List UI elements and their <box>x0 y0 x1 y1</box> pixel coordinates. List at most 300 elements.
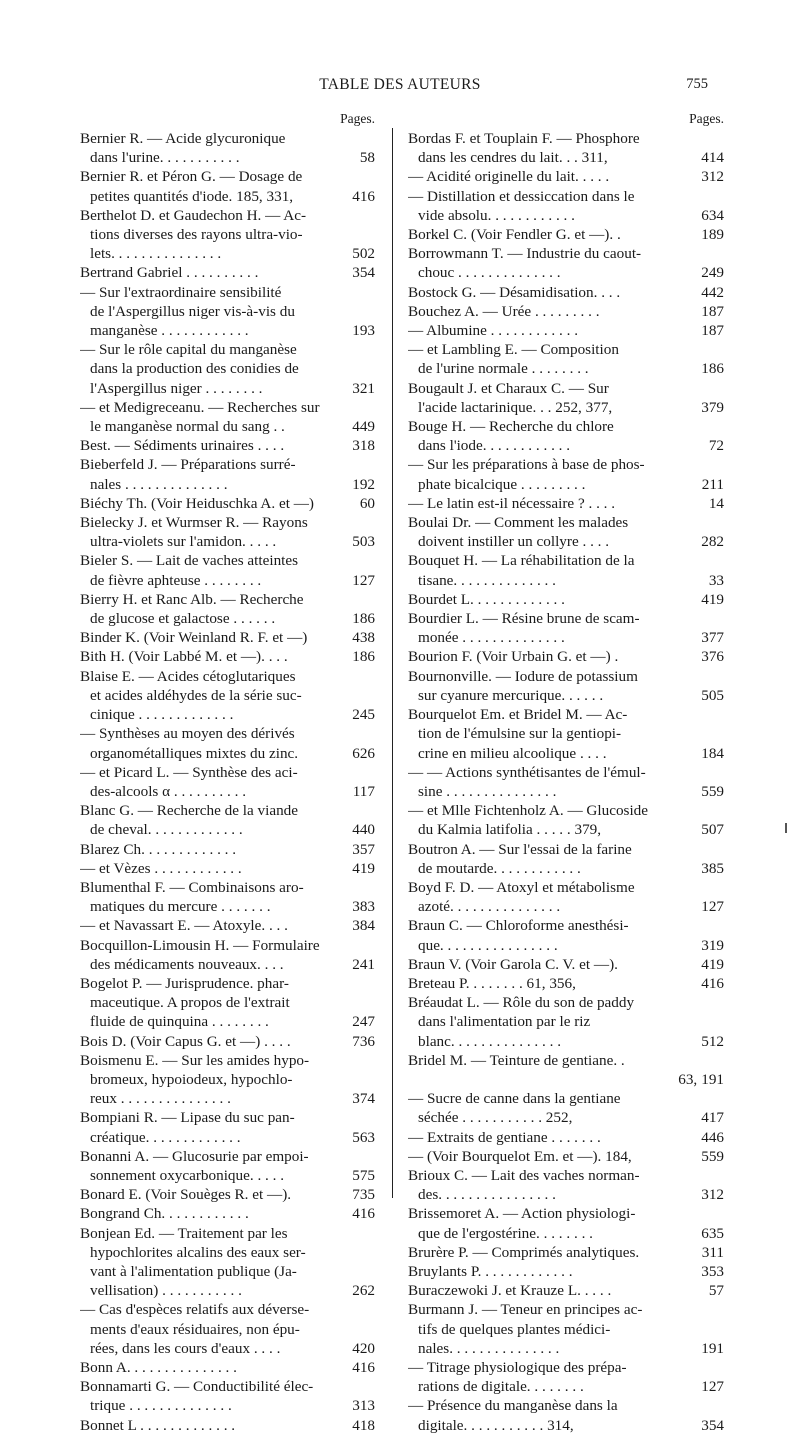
index-text: créatique. . . . . . . . . . . . . <box>90 1128 241 1146</box>
index-text: le manganèse normal du sang . . <box>90 418 285 436</box>
page-ref <box>371 1243 375 1262</box>
index-line <box>408 417 724 436</box>
index-line <box>408 187 724 206</box>
index-line <box>80 1070 375 1089</box>
page-ref <box>371 763 375 782</box>
index-line <box>408 129 724 148</box>
index-line <box>408 1032 724 1051</box>
index-text: — Sur les préparations à base de phos- <box>408 456 645 474</box>
page-ref <box>371 455 375 474</box>
page-ref <box>371 283 375 302</box>
page-ref <box>371 1300 375 1319</box>
index-text: séchée . . . . . . . . . . . 252, <box>418 1109 573 1127</box>
page-ref: 383 <box>352 898 375 916</box>
page-ref: 414 <box>701 149 724 167</box>
page-ref <box>720 455 724 474</box>
index-text: tion de l'émulsine sur la gentiopi- <box>418 725 622 743</box>
page-ref: 385 <box>701 859 724 877</box>
index-line <box>80 148 375 167</box>
index-text: Best. — Sédiments urinaires . . . . <box>80 437 285 455</box>
index-text: de moutarde. . . . . . . . . . . . <box>418 859 581 877</box>
page-number: 755 <box>686 76 708 92</box>
index-line <box>408 1166 724 1185</box>
index-text: tifs de quelques plantes médici- <box>418 1320 611 1338</box>
index-line <box>80 417 375 436</box>
page-ref <box>371 667 375 686</box>
index-text: de glucose et galactose . . . . . . <box>90 610 276 628</box>
index-line <box>408 494 724 513</box>
index-text: — Acidité originelle du lait. . . . . <box>408 168 610 186</box>
page-ref: 503 <box>352 533 375 551</box>
index-text: Blanc G. — Recherche de la viande <box>80 802 299 820</box>
index-text: dans la production des conidies de <box>90 360 299 378</box>
index-line <box>80 974 375 993</box>
index-text: 63, <box>678 1070 698 1088</box>
page-ref <box>720 840 724 859</box>
index-line <box>408 283 724 302</box>
index-text: dans les cendres du lait. . . 311, <box>418 149 608 167</box>
index-text: Bois D. (Voir Capus G. et —) . . . . <box>80 1032 291 1050</box>
index-line <box>80 936 375 955</box>
index-text: Borrowmann T. — Industrie du caout- <box>408 245 642 263</box>
index-line <box>408 897 724 916</box>
index-text: Bruylants P. . . . . . . . . . . . . <box>408 1262 573 1280</box>
index-text: — et Mlle Fichtenholz A. — Glucoside <box>408 802 649 820</box>
index-text: — et Navassart E. — Atoxyle. . . . <box>80 917 288 935</box>
index-text: Brissemoret A. — Action physiologi- <box>408 1205 636 1223</box>
index-line <box>80 359 375 378</box>
index-line <box>80 129 375 148</box>
index-text: Bonnamarti G. — Conductibilité élec- <box>80 1378 314 1396</box>
index-line <box>408 763 724 782</box>
page-ref <box>371 513 375 532</box>
index-line <box>80 878 375 897</box>
index-line <box>408 590 724 609</box>
page-ref <box>720 1358 724 1377</box>
page-ref: 186 <box>352 648 375 666</box>
left-entries <box>80 129 375 1435</box>
page-ref: 312 <box>701 1186 724 1204</box>
page-ref <box>371 206 375 225</box>
index-text: monée . . . . . . . . . . . . . . <box>418 629 565 647</box>
page-ref: 559 <box>701 1147 724 1165</box>
index-line <box>408 475 724 494</box>
index-line <box>80 1224 375 1243</box>
page-ref: 191 <box>701 1070 724 1088</box>
page-ref: 127 <box>701 898 724 916</box>
index-line <box>80 1320 375 1339</box>
column-divider <box>392 128 393 1198</box>
index-text: — Sur l'extraordinaire sensibilité <box>80 283 282 301</box>
page-ref <box>371 1320 375 1339</box>
index-text: sonnement oxycarbonique. . . . . <box>90 1166 285 1184</box>
index-line <box>408 1300 724 1319</box>
index-line <box>408 206 724 225</box>
page-ref: 442 <box>701 283 724 301</box>
index-line <box>80 859 375 878</box>
index-line <box>80 801 375 820</box>
index-line <box>80 1339 375 1358</box>
index-text: Boutron A. — Sur l'essai de la farine <box>408 840 632 858</box>
page-ref <box>371 1224 375 1243</box>
index-text: vellisation) . . . . . . . . . . . <box>90 1282 242 1300</box>
index-line <box>80 1089 375 1108</box>
page-ref <box>720 1051 724 1070</box>
index-text: dans l'iode. . . . . . . . . . . . <box>418 437 571 455</box>
page-ref <box>720 551 724 570</box>
index-text: Bierry H. et Ranc Alb. — Recherche <box>80 590 304 608</box>
index-line <box>80 628 375 647</box>
index-line <box>80 724 375 743</box>
index-line <box>408 398 724 417</box>
page-ref <box>720 993 724 1012</box>
pages-label: Pages. <box>340 111 375 126</box>
page-ref: 241 <box>352 955 375 973</box>
index-text: Bordas F. et Touplain F. — Phosphore <box>408 130 640 147</box>
index-line <box>80 455 375 474</box>
index-text: — — Actions synthétisantes de l'émul- <box>408 763 646 781</box>
page-ref: 60 <box>359 494 375 512</box>
page-ref: 635 <box>701 1224 724 1242</box>
page-ref <box>720 187 724 206</box>
index-text: bromeux, hypoiodeux, hypochlo- <box>90 1070 293 1088</box>
page-ref <box>371 590 375 609</box>
page-ref: 417 <box>701 1109 724 1127</box>
index-text: — Sucre de canne dans la gentiane <box>408 1090 621 1108</box>
index-line <box>80 1377 375 1396</box>
index-line <box>80 705 375 724</box>
index-text: du Kalmia latifolia . . . . . 379, <box>418 821 602 839</box>
index-text: crine en milieu alcoolique . . . . <box>418 744 607 762</box>
index-text: Bourquelot Em. et Bridel M. — Ac- <box>408 706 628 724</box>
index-line <box>408 801 724 820</box>
index-text: vide absolu. . . . . . . . . . . . <box>418 206 575 224</box>
index-text: Boulai Dr. — Comment les malades <box>408 514 629 532</box>
page-ref: 735 <box>352 1186 375 1204</box>
index-text: Bourdet L. . . . . . . . . . . . . <box>408 590 565 608</box>
page-ref <box>720 724 724 743</box>
index-line <box>80 475 375 494</box>
index-line <box>80 1051 375 1070</box>
index-line <box>80 993 375 1012</box>
index-text: digitale. . . . . . . . . . . 314, <box>418 1416 574 1434</box>
index-line <box>80 1108 375 1127</box>
index-line <box>80 532 375 551</box>
index-line <box>408 1262 724 1281</box>
index-text: Braun V. (Voir Garola C. V. et —). <box>408 955 618 973</box>
index-text: Bocquillon-Limousin H. — Formulaire <box>80 936 320 954</box>
index-text: rées, dans les cours d'eaux . . . . <box>90 1339 281 1357</box>
index-line <box>408 340 724 359</box>
page-ref <box>371 1108 375 1127</box>
index-line <box>408 993 724 1012</box>
index-line <box>80 609 375 628</box>
page-ref: 127 <box>701 1378 724 1396</box>
index-line <box>80 897 375 916</box>
page-ref <box>371 801 375 820</box>
page-ref <box>720 763 724 782</box>
index-text: Bourion F. (Voir Urbain G. et —) . <box>408 648 619 666</box>
page-ref <box>371 129 375 148</box>
running-title: TABLE DES AUTEURS <box>319 76 481 93</box>
page-ref <box>720 244 724 263</box>
index-text: Bieler S. — Lait de vaches atteintes <box>80 552 299 570</box>
page-ref <box>720 609 724 628</box>
page-ref: 502 <box>352 245 375 263</box>
index-text: Biéchy Th. (Voir Heiduschka A. et —) <box>80 494 314 512</box>
index-text: chouc . . . . . . . . . . . . . . <box>418 264 561 282</box>
index-line <box>408 379 724 398</box>
index-text: — (Voir Bourquelot Em. et —). 184, <box>408 1147 632 1165</box>
index-line <box>80 321 375 340</box>
index-text: dans l'urine. . . . . . . . . . . <box>90 149 240 167</box>
index-text: rations de digitale. . . . . . . . <box>418 1378 584 1396</box>
index-text: des-alcools α . . . . . . . . . . <box>90 782 247 800</box>
index-text: Bouge H. — Recherche du chlore <box>408 418 614 436</box>
index-line <box>408 1224 724 1243</box>
page-ref <box>720 801 724 820</box>
index-line <box>80 206 375 225</box>
index-line <box>80 763 375 782</box>
page-ref <box>371 1051 375 1070</box>
page-ref: 193 <box>352 322 375 340</box>
page-ref <box>371 724 375 743</box>
index-line <box>80 225 375 244</box>
index-line <box>80 436 375 455</box>
index-text: organométalliques mixtes du zinc. <box>90 744 299 762</box>
page-ref: 419 <box>701 590 724 608</box>
index-line <box>80 955 375 974</box>
page-ref: 313 <box>352 1397 375 1415</box>
page-ref: 440 <box>352 821 375 839</box>
index-text: Blumenthal F. — Combinaisons aro- <box>80 878 304 896</box>
page-ref: 507 <box>701 821 724 839</box>
index-text: Brioux C. — Lait des vaches norman- <box>408 1166 640 1184</box>
index-line <box>80 571 375 590</box>
index-text: — Albumine . . . . . . . . . . . . <box>408 322 579 340</box>
index-text: Bonanni A. — Glucosurie par empoi- <box>80 1147 309 1165</box>
index-line <box>80 647 375 666</box>
index-text: de l'urine normale . . . . . . . . <box>418 360 589 378</box>
page-ref: 559 <box>701 782 724 800</box>
page-ref: 186 <box>352 610 375 628</box>
page-ref: 626 <box>352 744 375 762</box>
index-line <box>80 1012 375 1031</box>
index-line <box>408 1147 724 1166</box>
page-ref <box>720 417 724 436</box>
index-text: de fièvre aphteuse . . . . . . . . <box>90 571 262 589</box>
page-ref: 192 <box>352 475 375 493</box>
index-line <box>80 1416 375 1435</box>
index-line <box>80 744 375 763</box>
page-ref <box>371 398 375 417</box>
index-text: l'Aspergillus niger . . . . . . . . <box>90 379 263 397</box>
index-text: cinique . . . . . . . . . . . . . <box>90 706 234 724</box>
index-text: de cheval. . . . . . . . . . . . . <box>90 821 243 839</box>
page-ref <box>371 993 375 1012</box>
index-text: Blaise E. — Acides cétoglutariques <box>80 667 296 685</box>
index-line <box>408 148 724 167</box>
index-line <box>408 455 724 474</box>
index-line <box>80 187 375 206</box>
index-text: et acides aldéhydes de la série suc- <box>90 686 302 704</box>
index-text: Bonard E. (Voir Souèges R. et —). <box>80 1186 292 1204</box>
page-ref: 438 <box>352 629 375 647</box>
page-ref: 512 <box>701 1032 724 1050</box>
index-line <box>408 820 724 839</box>
page-ref: 354 <box>701 1416 724 1434</box>
index-text: des médicaments nouveaux. . . . <box>90 955 284 973</box>
page-ref: 189 <box>701 226 724 244</box>
index-line <box>408 705 724 724</box>
index-line <box>80 398 375 417</box>
index-text: Breteau P. . . . . . . . 61, 356, <box>408 974 576 992</box>
page-ref <box>720 1320 724 1339</box>
page-ref: 57 <box>708 1282 724 1300</box>
index-text: l'acide lactarinique. . . 252, 377, <box>418 398 613 416</box>
index-text: maceutique. A propos de l'extrait <box>90 994 290 1012</box>
index-text: — et Picard L. — Synthèse des aci- <box>80 763 298 781</box>
index-text: Boyd F. D. — Atoxyl et métabolisme <box>408 878 635 896</box>
index-line <box>80 686 375 705</box>
page-ref <box>720 1204 724 1223</box>
index-text: trique . . . . . . . . . . . . . . <box>90 1397 232 1415</box>
index-text: matiques du mercure . . . . . . . <box>90 898 271 916</box>
page-ref <box>371 225 375 244</box>
index-line <box>408 532 724 551</box>
index-line <box>408 321 724 340</box>
right-column <box>408 109 724 1435</box>
index-text: Braun C. — Chloroforme anesthési- <box>408 917 629 935</box>
index-text: que. . . . . . . . . . . . . . . . <box>418 936 558 954</box>
page-ref: 374 <box>352 1090 375 1108</box>
index-line <box>408 1281 724 1300</box>
index-text: Bith H. (Voir Labbé M. et —). . . . <box>80 648 288 666</box>
index-line <box>80 1262 375 1281</box>
margin-mark <box>785 823 787 833</box>
index-text: Bournonville. — Iodure de potassium <box>408 667 638 685</box>
index-text: tisane. . . . . . . . . . . . . . <box>418 571 556 589</box>
index-line <box>408 1128 724 1147</box>
index-text: vant à l'alimentation publique (Ja- <box>90 1262 297 1280</box>
index-line <box>80 1032 375 1051</box>
page-ref <box>720 1166 724 1185</box>
index-text: petites quantités d'iode. 185, 331, <box>90 187 294 205</box>
index-line <box>408 436 724 455</box>
index-text: — et Vèzes . . . . . . . . . . . . <box>80 859 242 877</box>
index-line <box>80 167 375 186</box>
index-line <box>408 263 724 282</box>
index-text: Bridel M. — Teinture de gentiane. . <box>408 1051 625 1069</box>
index-line <box>408 744 724 763</box>
page-ref: 634 <box>701 206 724 224</box>
index-line <box>408 916 724 935</box>
index-line <box>408 647 724 666</box>
page-ref <box>720 1089 724 1108</box>
page-ref <box>371 1262 375 1281</box>
page-ref: 416 <box>352 1205 375 1223</box>
index-text: Borkel C. (Voir Fendler G. et —). . <box>408 226 621 244</box>
page-ref <box>720 129 724 148</box>
page-ref: 33 <box>708 571 724 589</box>
index-line <box>80 244 375 263</box>
index-line <box>408 1051 724 1070</box>
page-ref <box>720 878 724 897</box>
page-ref <box>720 705 724 724</box>
page-ref: 505 <box>701 686 724 704</box>
index-text: Bouquet H. — La réhabilitation de la <box>408 552 635 570</box>
page-ref: 117 <box>352 782 375 800</box>
page-ref: 72 <box>708 437 724 455</box>
index-line <box>408 513 724 532</box>
page-ref: 357 <box>352 840 375 858</box>
index-text: Bostock G. — Désamidisation. . . . <box>408 283 621 301</box>
pages-label: Pages. <box>689 111 724 126</box>
page-ref: 318 <box>352 437 375 455</box>
page-ref <box>371 936 375 955</box>
index-text: Bertrand Gabriel . . . . . . . . . . <box>80 264 259 282</box>
index-text: Bougault J. et Charaux C. — Sur <box>408 379 609 397</box>
index-line <box>408 225 724 244</box>
index-text: sur cyanure mercurique. . . . . . <box>418 686 604 704</box>
index-line <box>408 859 724 878</box>
page-ref <box>371 167 375 186</box>
index-text: des. . . . . . . . . . . . . . . . <box>418 1186 556 1204</box>
index-line <box>408 1377 724 1396</box>
index-line <box>80 1166 375 1185</box>
page-ref: 353 <box>701 1262 724 1280</box>
index-line <box>408 1089 724 1108</box>
index-text: Blarez Ch. . . . . . . . . . . . . <box>80 840 237 858</box>
index-line <box>80 1396 375 1415</box>
index-line <box>80 1358 375 1377</box>
index-line <box>80 840 375 859</box>
page-ref <box>371 359 375 378</box>
index-line <box>408 840 724 859</box>
index-line <box>408 628 724 647</box>
index-text: nales. . . . . . . . . . . . . . . <box>418 1339 560 1357</box>
right-entries <box>408 129 724 1435</box>
page-ref: 449 <box>352 418 375 436</box>
page-ref: 419 <box>701 955 724 973</box>
page-ref: 184 <box>701 744 724 762</box>
index-line <box>408 609 724 628</box>
index-line <box>408 1108 724 1127</box>
index-line <box>80 667 375 686</box>
page-ref: 384 <box>352 917 375 935</box>
index-line <box>408 667 724 686</box>
index-text: de l'Aspergillus niger vis-à-vis du <box>90 302 295 320</box>
page-ref: 563 <box>352 1128 375 1146</box>
page-ref: 376 <box>701 648 724 666</box>
index-line <box>80 1185 375 1204</box>
index-line <box>408 878 724 897</box>
page-ref: 247 <box>352 1013 375 1031</box>
index-text: — Sur le rôle capital du manganèse <box>80 341 297 359</box>
page-ref <box>371 1377 375 1396</box>
page-ref <box>371 340 375 359</box>
page-ref: 379 <box>701 398 724 416</box>
page-ref <box>720 1012 724 1031</box>
index-line <box>80 551 375 570</box>
page-ref: 312 <box>701 168 724 186</box>
index-line <box>408 1339 724 1358</box>
index-line <box>80 1243 375 1262</box>
index-text: doivent instiller un collyre . . . . <box>418 533 610 551</box>
index-line <box>80 513 375 532</box>
index-line <box>80 263 375 282</box>
index-text: tions diverses des rayons ultra-vio- <box>90 226 303 244</box>
